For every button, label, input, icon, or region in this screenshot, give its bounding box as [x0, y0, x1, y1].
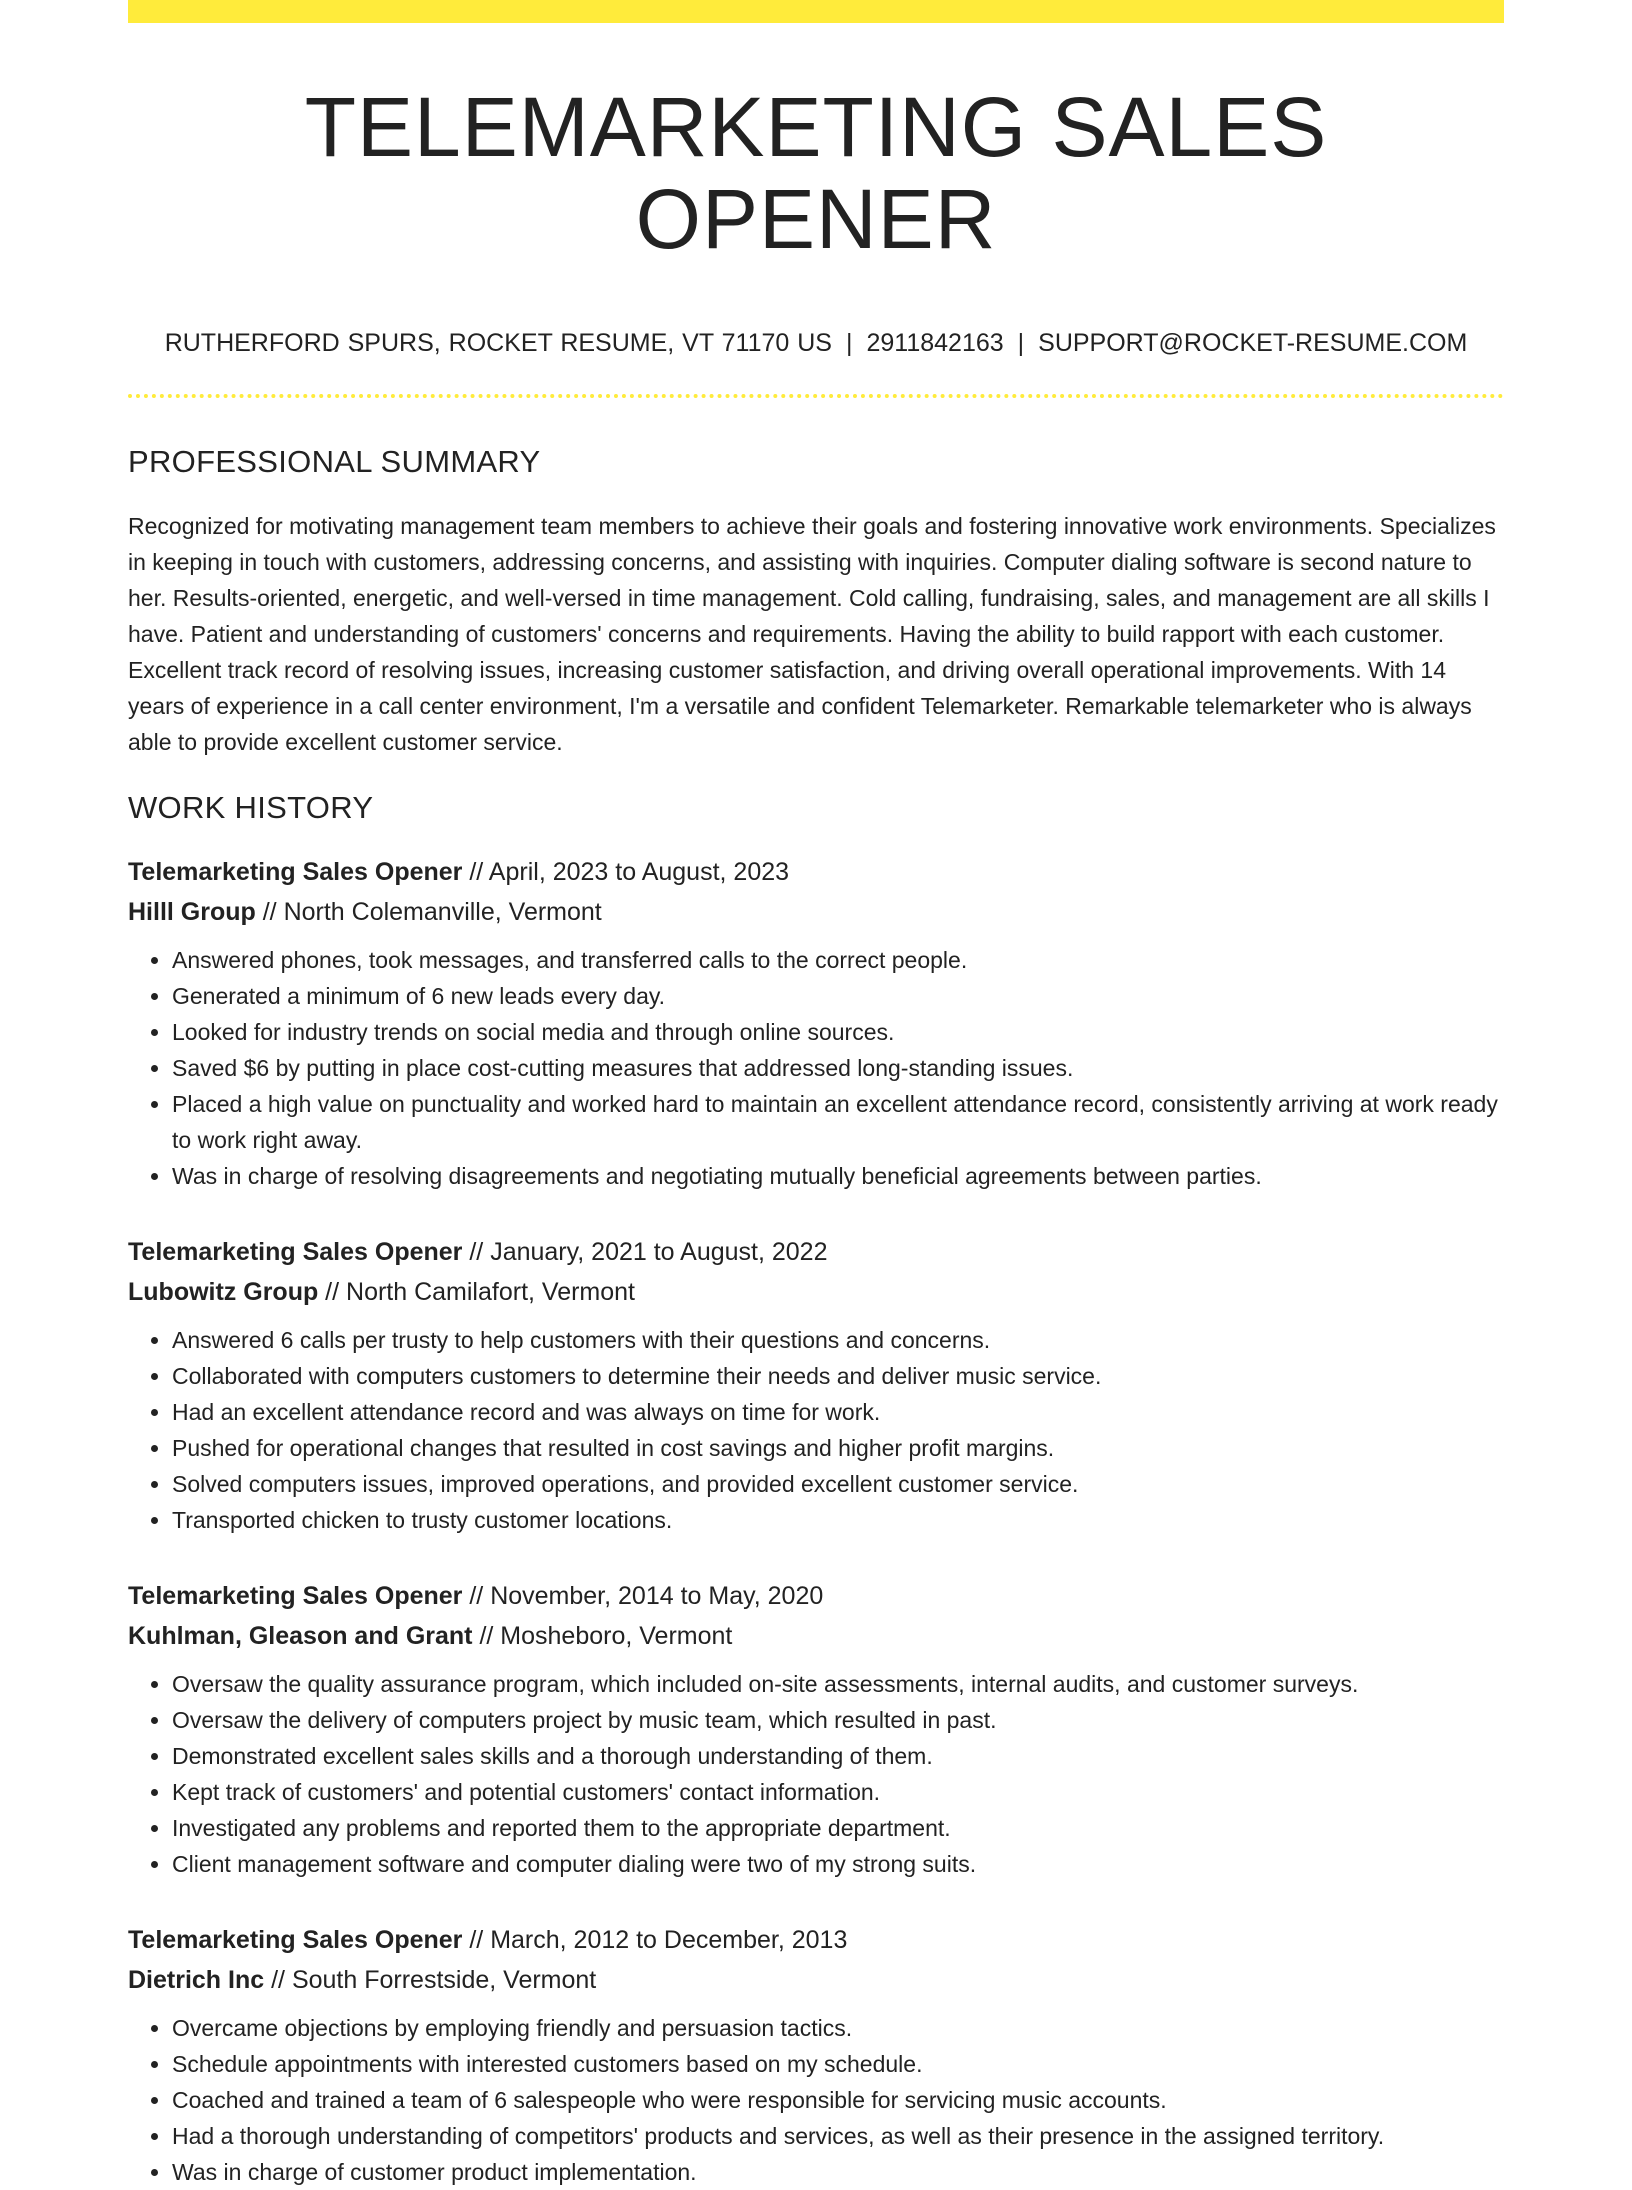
job-dates: // April, 2023 to August, 2023: [462, 857, 790, 886]
job-company: Hilll Group: [128, 897, 256, 926]
job-bullet: • Was in charge of customer product implementation.: [172, 2154, 1504, 2190]
job-entry: [128, 1576, 1504, 1882]
job-bullet-list: [128, 942, 1504, 1194]
job-bullet: • Transported chicken to trusty customer locations.: [172, 1502, 1504, 1538]
job-location: // North Camilafort, Vermont: [318, 1277, 636, 1306]
job-bullet: • Solved computers issues, improved operations, and provided excellent customer service.: [172, 1466, 1504, 1502]
job-bullet: • Placed a high value on punctuality and worked hard to maintain an excellent attendance record, consistently arriving at work ready to work right away.: [172, 1086, 1504, 1158]
job-bullet: • Answered phones, took messages, and transferred calls to the correct people.: [172, 942, 1504, 978]
job-company: Kuhlman, Gleason and Grant: [128, 1621, 473, 1650]
job-role: Telemarketing Sales Opener: [128, 1581, 463, 1610]
contact-line: [128, 328, 1504, 358]
job-company-line: [128, 1272, 1504, 1312]
candidate-name: TELEMARKETING SALES OPENER: [304, 80, 1328, 267]
job-role: Telemarketing Sales Opener: [128, 1237, 463, 1266]
job-title-line: [128, 1576, 1504, 1616]
job-title-line: [128, 1232, 1504, 1272]
job-dates: // March, 2012 to December, 2013: [462, 1925, 848, 1954]
job-bullet: • Was in charge of resolving disagreements and negotiating mutually beneficial agreements between parties.: [172, 1158, 1504, 1194]
job-company-line: [128, 892, 1504, 932]
job-bullet: • Investigated any problems and reported them to the appropriate department.: [172, 1810, 1504, 1846]
job-role: Telemarketing Sales Opener: [128, 1925, 463, 1954]
job-bullet: • Generated a minimum of 6 new leads every day.: [172, 978, 1504, 1014]
job-bullet: • Looked for industry trends on social media and through online sources.: [172, 1014, 1504, 1050]
job-bullet: • Had a thorough understanding of competitors' products and services, as well as their presence in the assigned territory.: [172, 2118, 1504, 2154]
job-bullet: • Kept track of customers' and potential customers' contact information.: [172, 1774, 1504, 1810]
work-history-list: [128, 852, 1504, 2190]
work-history-heading: WORK HISTORY: [128, 789, 374, 825]
contact-email: SUPPORT@ROCKET-RESUME.COM: [1038, 328, 1468, 357]
job-bullet: • Demonstrated excellent sales skills and a thorough understanding of them.: [172, 1738, 1504, 1774]
job-bullet: • Oversaw the quality assurance program, which included on-site assessments, internal audits, and customer surveys.: [172, 1666, 1504, 1702]
job-bullet: • Schedule appointments with interested customers based on my schedule.: [172, 2046, 1504, 2082]
job-company: Dietrich Inc: [128, 1965, 265, 1994]
job-company-line: [128, 1960, 1504, 2000]
job-bullet-list: [128, 1322, 1504, 1538]
job-location: // Mosheboro, Vermont: [472, 1621, 733, 1650]
header-divider: [128, 394, 1504, 398]
job-location: // North Colemanville, Vermont: [255, 897, 602, 926]
job-entry: [128, 1232, 1504, 1538]
job-bullet: • Oversaw the delivery of computers project by music team, which resulted in past.: [172, 1702, 1504, 1738]
contact-separator: |: [845, 328, 853, 357]
job-title-line: [128, 1920, 1504, 1960]
job-bullet: • Client management software and computer dialing were two of my strong suits.: [172, 1846, 1504, 1882]
resume-content: [128, 0, 1504, 2190]
summary-heading: PROFESSIONAL SUMMARY: [128, 443, 541, 479]
contact-separator: |: [1017, 328, 1025, 357]
summary-text: Recognized for motivating management team members to achieve their goals and fostering innovative work environments. Specializes in keeping in touch with customers, addressing concerns, and assisting with inquiries. Computer dialing software is second nature to her. Results-oriented, energetic, and well-versed in time management. Cold calling, fundraising, sales, and management are all skills I have. Patient and understanding of customers' concerns and requirements. Having the ability to build rapport with each customer. Excellent track record of resolving issues, increasing customer satisfaction, and driving overall operational improvements. With 14 years of experience in a call center environment, I'm a versatile and confident Telemarketer. Remarkable telemarketer who is always able to provide excellent customer service.: [128, 512, 1496, 755]
top-accent-bar: [128, 0, 1504, 23]
job-bullet-list: [128, 2010, 1504, 2190]
job-company-line: [128, 1616, 1504, 1656]
job-bullet: • Pushed for operational changes that resulted in cost savings and higher profit margins.: [172, 1430, 1504, 1466]
job-company: Lubowitz Group: [128, 1277, 319, 1306]
job-entry: [128, 852, 1504, 1194]
job-dates: // January, 2021 to August, 2022: [462, 1237, 828, 1266]
contact-phone: 2911842163: [866, 328, 1004, 357]
contact-address: RUTHERFORD SPURS, ROCKET RESUME, VT 71170 US: [164, 328, 832, 357]
job-bullet: • Answered 6 calls per trusty to help customers with their questions and concerns.: [172, 1322, 1504, 1358]
job-role: Telemarketing Sales Opener: [128, 857, 463, 886]
job-bullet: • Coached and trained a team of 6 salespeople who were responsible for servicing music accounts.: [172, 2082, 1504, 2118]
job-bullet-list: [128, 1666, 1504, 1882]
job-location: // South Forrestside, Vermont: [264, 1965, 597, 1994]
job-title-line: [128, 852, 1504, 892]
job-bullet: • Saved $6 by putting in place cost-cutting measures that addressed long-standing issues.: [172, 1050, 1504, 1086]
job-bullet: • Had an excellent attendance record and was always on time for work.: [172, 1394, 1504, 1430]
job-dates: // November, 2014 to May, 2020: [462, 1581, 824, 1610]
job-bullet: • Collaborated with computers customers to determine their needs and deliver music service.: [172, 1358, 1504, 1394]
job-entry: [128, 1920, 1504, 2190]
job-bullet: • Overcame objections by employing friendly and persuasion tactics.: [172, 2010, 1504, 2046]
